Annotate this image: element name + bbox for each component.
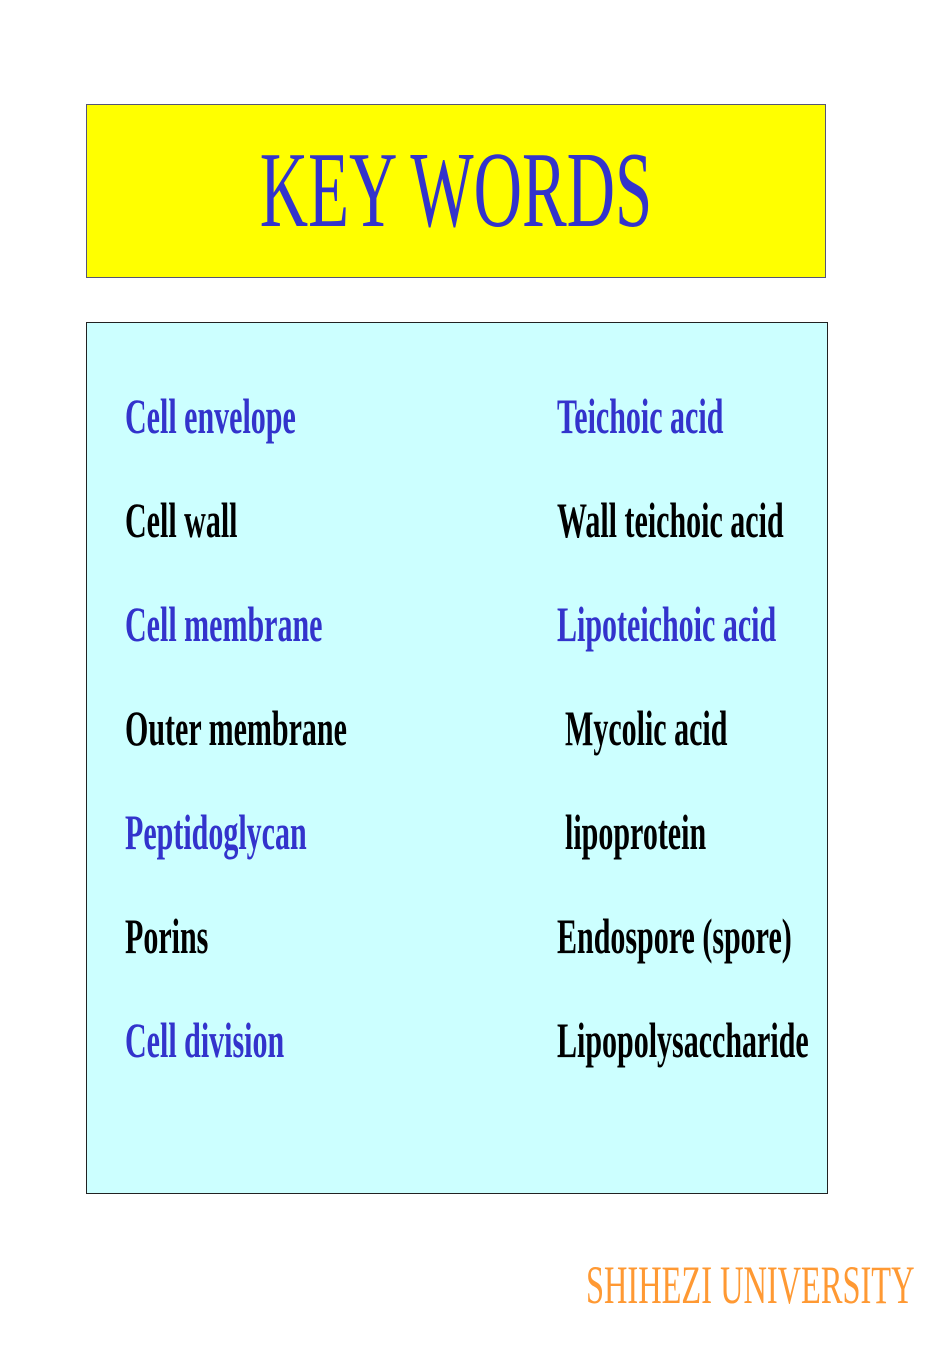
term-lipoteichoic-acid: Lipoteichoic acid <box>557 596 777 652</box>
term-cell-membrane: Cell membrane <box>125 596 323 652</box>
term-peptidoglycan: Peptidoglycan <box>125 804 307 860</box>
term-cell-wall: Cell wall <box>125 492 238 548</box>
title-banner <box>86 104 826 278</box>
term-lipopolysaccharide: Lipopolysaccharide <box>557 1012 809 1068</box>
term-teichoic-acid: Teichoic acid <box>557 388 724 444</box>
term-lipoprotein: lipoprotein <box>565 804 707 860</box>
term-cell-envelope: Cell envelope <box>125 388 296 444</box>
term-mycolic-acid: Mycolic acid <box>565 700 728 756</box>
university-footer: SHIHEZI UNIVERSITY <box>586 1255 915 1315</box>
page-title: KEY WORDS <box>259 131 653 250</box>
term-outer-membrane: Outer membrane <box>125 700 347 756</box>
term-wall-teichoic-acid: Wall teichoic acid <box>557 492 784 548</box>
term-cell-division: Cell division <box>125 1012 285 1068</box>
key-words-panel <box>86 322 828 1194</box>
term-porins: Porins <box>125 908 209 964</box>
term-endospore: Endospore (spore) <box>557 908 792 964</box>
